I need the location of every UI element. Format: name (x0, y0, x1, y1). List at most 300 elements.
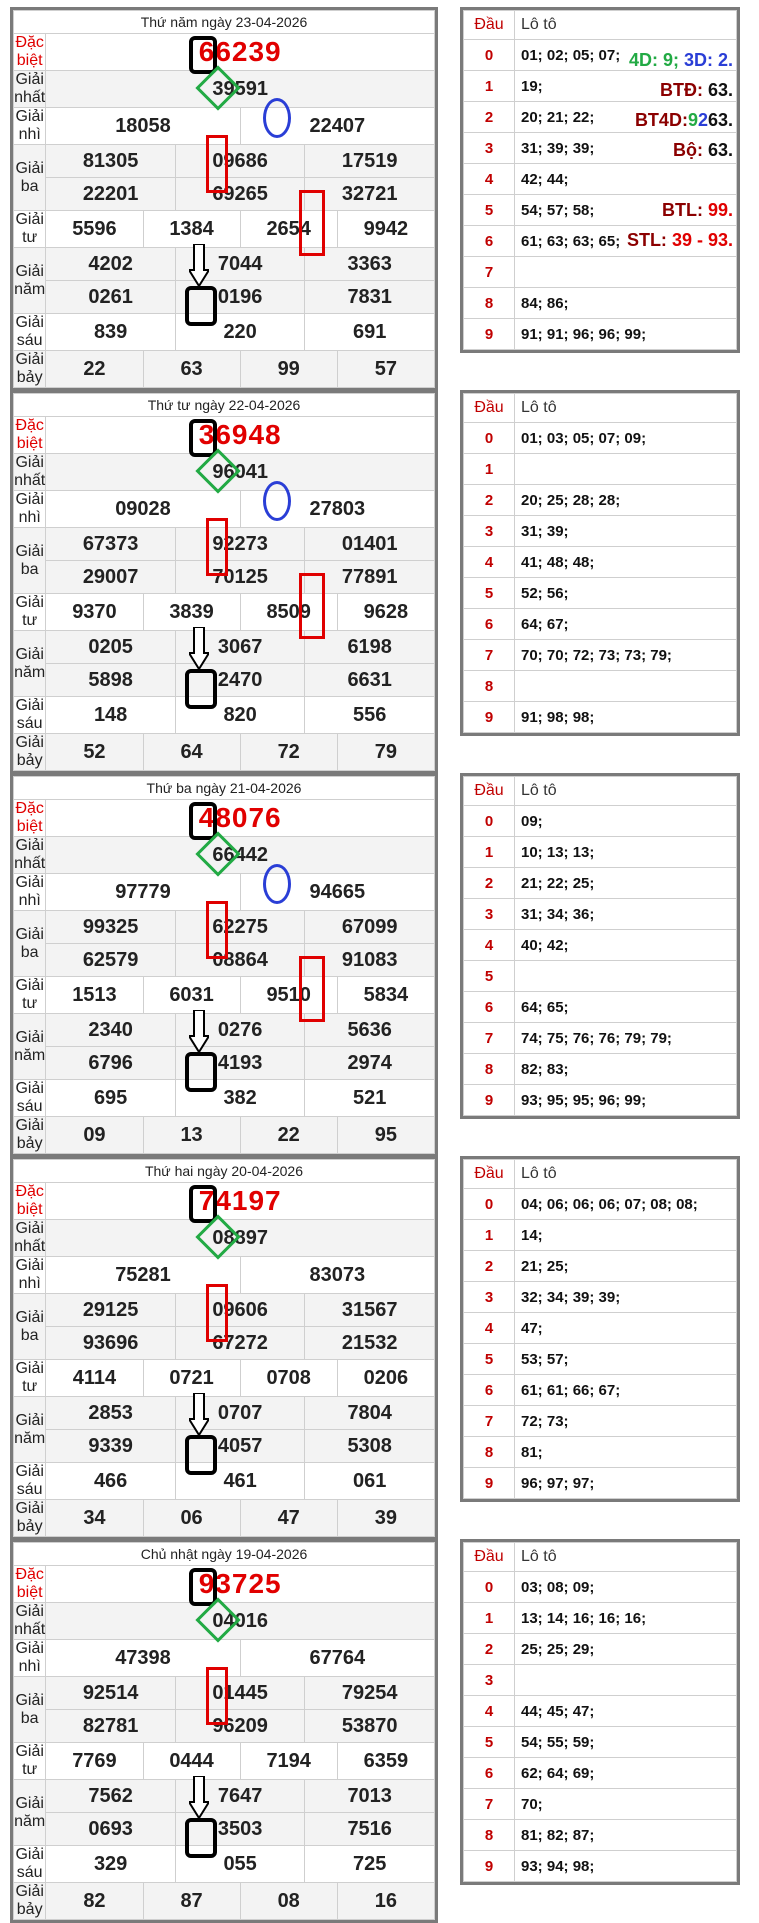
fourth-prize: 8509 (240, 594, 337, 631)
fourth-prize: 9942 (337, 211, 434, 248)
loto-head: 9 (464, 702, 515, 733)
loto-values: 91; 98; 98; (515, 702, 737, 733)
loto-values: 54; 57; 58; (515, 195, 737, 226)
loto-head: 6 (464, 226, 515, 257)
third-prize: 67099 (305, 911, 435, 944)
label-seventh: Giải bảy (15, 1883, 44, 1918)
loto-head: 7 (464, 640, 515, 671)
fifth-prize: 7516 (305, 1813, 435, 1846)
loto-values: 32; 34; 39; 39; (515, 1282, 737, 1313)
third-prize: 29125 (46, 1294, 176, 1327)
loto-head: 9 (464, 1085, 515, 1116)
loto-values: 31; 34; 36; (515, 899, 737, 930)
loto-values: 09; (515, 806, 737, 837)
loto-head: 3 (464, 1665, 515, 1696)
sixth-prize: 521 (305, 1080, 435, 1117)
loto-head: 9 (464, 319, 515, 350)
third-prize: 70125 (175, 561, 305, 594)
loto-values: 21; 22; 25; (515, 868, 737, 899)
second-prize: 27803 (240, 491, 434, 528)
fourth-prize: 7194 (240, 1743, 337, 1780)
seventh-prize: 09 (46, 1117, 143, 1154)
sixth-prize: 329 (46, 1846, 176, 1883)
loto-values: 01; 02; 05; 07; (515, 40, 737, 71)
loto-values: 01; 03; 05; 07; 09; (515, 423, 737, 454)
results-table (10, 773, 438, 1157)
loto-values: 25; 25; 29; (515, 1634, 737, 1665)
third-prize: 99325 (46, 911, 176, 944)
loto-values: 13; 14; 16; 16; 16; (515, 1603, 737, 1634)
seventh-prize: 57 (337, 351, 434, 388)
loto-head: 0 (464, 1572, 515, 1603)
loto-table (460, 1156, 740, 1502)
third-prize: 08864 (175, 944, 305, 977)
seventh-prize: 16 (337, 1883, 434, 1920)
loto-values: 21; 25; (515, 1251, 737, 1282)
loto-head: 1 (464, 1603, 515, 1634)
third-prize: 96209 (175, 1710, 305, 1743)
fourth-prize: 6359 (337, 1743, 434, 1780)
label-fifth: Giải năm (14, 1014, 46, 1080)
label-sixth: Giải sáu (15, 697, 44, 732)
first-prize: 08897 (46, 1220, 435, 1257)
second-prize: 97779 (46, 874, 240, 911)
fifth-prize: 6631 (305, 664, 435, 697)
loto-head: 2 (464, 1251, 515, 1282)
sixth-prize: 820 (175, 697, 305, 734)
label-seventh: Giải bảy (15, 1117, 44, 1152)
sixth-prize: 148 (46, 697, 176, 734)
fourth-prize: 9628 (337, 594, 434, 631)
loto-head: 6 (464, 1375, 515, 1406)
label-third: Giải ba (14, 911, 46, 977)
label-first: Giải nhất (14, 71, 46, 106)
third-prize: 77891 (305, 561, 435, 594)
loto-values: 70; 70; 72; 73; 73; 79; (515, 640, 737, 671)
label-special: Đặc biệt (15, 417, 44, 452)
second-prize: 67764 (240, 1640, 434, 1677)
seventh-prize: 63 (143, 351, 240, 388)
loto-table (460, 390, 740, 736)
loto-header: Lô tô (515, 1160, 737, 1189)
label-third: Giải ba (14, 528, 46, 594)
seventh-prize: 34 (46, 1500, 143, 1537)
third-prize: 09686 (175, 145, 305, 178)
label-fifth: Giải năm (14, 631, 46, 697)
fifth-prize: 4057 (175, 1430, 305, 1463)
loto-values: 74; 75; 76; 76; 79; 79; (515, 1023, 737, 1054)
fourth-prize: 4114 (46, 1360, 143, 1397)
loto-head: 6 (464, 609, 515, 640)
label-special: Đặc biệt (15, 1183, 44, 1218)
fifth-prize: 0196 (175, 281, 305, 314)
loto-values: 81; (515, 1437, 737, 1468)
day-block (0, 1532, 759, 1922)
third-prize: 92273 (175, 528, 305, 561)
loto-head: 6 (464, 992, 515, 1023)
loto-values: 91; 91; 96; 96; 99; (515, 319, 737, 350)
third-prize: 81305 (46, 145, 176, 178)
dau-header: Đầu (464, 1543, 515, 1572)
label-fifth: Giải năm (14, 1780, 46, 1846)
third-prize: 62579 (46, 944, 176, 977)
loto-values: 54; 55; 59; (515, 1727, 737, 1758)
results-table (10, 7, 438, 391)
fifth-prize: 7804 (305, 1397, 435, 1430)
loto-head: 0 (464, 423, 515, 454)
label-seventh: Giải bảy (15, 1500, 44, 1535)
loto-head: 7 (464, 1406, 515, 1437)
loto-head: 1 (464, 837, 515, 868)
sixth-prize: 725 (305, 1846, 435, 1883)
second-prize: 75281 (46, 1257, 240, 1294)
note-bo: Bộ: 63. (672, 140, 733, 160)
loto-values (515, 454, 737, 485)
loto-head: 2 (464, 102, 515, 133)
loto-head: 5 (464, 961, 515, 992)
fifth-prize: 4193 (175, 1047, 305, 1080)
draw-date: Thứ tư ngày 22-04-2026 (14, 394, 435, 417)
fifth-prize: 0693 (46, 1813, 176, 1846)
third-prize: 93696 (46, 1327, 176, 1360)
second-prize: 18058 (46, 108, 240, 145)
fifth-prize: 7647 (175, 1780, 305, 1813)
third-prize: 21532 (305, 1327, 435, 1360)
dau-header: Đầu (464, 1160, 515, 1189)
seventh-prize: 22 (46, 351, 143, 388)
dau-header: Đầu (464, 11, 515, 40)
sixth-prize: 061 (305, 1463, 435, 1500)
label-second: Giải nhì (15, 491, 44, 526)
loto-head: 4 (464, 1313, 515, 1344)
fifth-prize: 2340 (46, 1014, 176, 1047)
results-table (10, 1156, 438, 1540)
fifth-prize: 6796 (46, 1047, 176, 1080)
fifth-prize: 9339 (46, 1430, 176, 1463)
sixth-prize: 220 (175, 314, 305, 351)
note-stl: STL: 39 - 93. (626, 230, 733, 250)
loto-head: 7 (464, 1789, 515, 1820)
label-sixth: Giải sáu (15, 1846, 44, 1881)
seventh-prize: 82 (46, 1883, 143, 1920)
loto-head: 4 (464, 930, 515, 961)
fourth-prize: 0708 (240, 1360, 337, 1397)
label-sixth: Giải sáu (15, 1463, 44, 1498)
day-block (0, 766, 759, 1156)
loto-values: 81; 82; 87; (515, 1820, 737, 1851)
third-prize: 17519 (305, 145, 435, 178)
third-prize: 79254 (305, 1677, 435, 1710)
label-first: Giải nhất (14, 1220, 46, 1255)
label-fourth: Giải tư (15, 211, 44, 246)
third-prize: 01401 (305, 528, 435, 561)
loto-head: 3 (464, 899, 515, 930)
loto-values: 64; 65; (515, 992, 737, 1023)
third-prize: 09606 (175, 1294, 305, 1327)
fifth-prize: 3503 (175, 1813, 305, 1846)
loto-head: 4 (464, 547, 515, 578)
loto-values: 20; 25; 28; 28; (515, 485, 737, 516)
fifth-prize: 2853 (46, 1397, 176, 1430)
fourth-prize: 1513 (46, 977, 143, 1014)
loto-values: 41; 48; 48; (515, 547, 737, 578)
loto-head: 3 (464, 516, 515, 547)
loto-head: 9 (464, 1851, 515, 1882)
fourth-prize: 5834 (337, 977, 434, 1014)
fifth-prize: 3363 (305, 248, 435, 281)
loto-values: 70; (515, 1789, 737, 1820)
label-fourth: Giải tư (15, 594, 44, 629)
loto-head: 3 (464, 133, 515, 164)
dau-header: Đầu (464, 394, 515, 423)
seventh-prize: 39 (337, 1500, 434, 1537)
seventh-prize: 52 (46, 734, 143, 771)
fifth-prize: 0276 (175, 1014, 305, 1047)
loto-head: 4 (464, 164, 515, 195)
first-prize: 96041 (46, 454, 435, 491)
loto-values: 93; 94; 98; (515, 1851, 737, 1882)
fourth-prize: 0721 (143, 1360, 240, 1397)
label-second: Giải nhì (15, 1257, 44, 1292)
label-special: Đặc biệt (15, 1566, 44, 1601)
loto-values: 96; 97; 97; (515, 1468, 737, 1499)
label-third: Giải ba (14, 145, 46, 211)
label-first: Giải nhất (14, 837, 46, 872)
loto-head: 1 (464, 1220, 515, 1251)
loto-values: 31; 39; 39; (515, 133, 737, 164)
day-block (0, 0, 759, 390)
seventh-prize: 47 (240, 1500, 337, 1537)
loto-head: 6 (464, 1758, 515, 1789)
loto-values: 20; 21; 22; (515, 102, 737, 133)
second-prize: 47398 (46, 1640, 240, 1677)
day-block (0, 1149, 759, 1539)
seventh-prize: 06 (143, 1500, 240, 1537)
sixth-prize: 839 (46, 314, 176, 351)
loto-values: 42; 44; (515, 164, 737, 195)
sixth-prize: 466 (46, 1463, 176, 1500)
first-prize: 66442 (46, 837, 435, 874)
note-4d-3d: 4D: 9; 3D: 2. (628, 50, 733, 70)
special-prize: 74197 (46, 1183, 435, 1220)
fifth-prize: 7562 (46, 1780, 176, 1813)
loto-values: 44; 45; 47; (515, 1696, 737, 1727)
fifth-prize: 7013 (305, 1780, 435, 1813)
loto-head: 5 (464, 1727, 515, 1758)
seventh-prize: 72 (240, 734, 337, 771)
fifth-prize: 6198 (305, 631, 435, 664)
loto-values: 64; 67; (515, 609, 737, 640)
first-prize: 39591 (46, 71, 435, 108)
label-fifth: Giải năm (14, 1397, 46, 1463)
loto-values: 04; 06; 06; 06; 07; 08; 08; (515, 1189, 737, 1220)
third-prize: 69265 (175, 178, 305, 211)
fourth-prize: 2654 (240, 211, 337, 248)
sixth-prize: 695 (46, 1080, 176, 1117)
third-prize: 62275 (175, 911, 305, 944)
sixth-prize: 691 (305, 314, 435, 351)
loto-values: 40; 42; (515, 930, 737, 961)
label-sixth: Giải sáu (15, 314, 44, 349)
loto-values: 03; 08; 09; (515, 1572, 737, 1603)
loto-values: 61; 61; 66; 67; (515, 1375, 737, 1406)
loto-values: 62; 64; 69; (515, 1758, 737, 1789)
loto-head: 3 (464, 1282, 515, 1313)
loto-values: 10; 13; 13; (515, 837, 737, 868)
loto-values: 61; 63; 63; 65; (515, 226, 737, 257)
loto-values: 72; 73; (515, 1406, 737, 1437)
third-prize: 91083 (305, 944, 435, 977)
special-prize: 48076 (46, 800, 435, 837)
loto-table (460, 773, 740, 1119)
loto-values (515, 1665, 737, 1696)
loto-values: 19; (515, 71, 737, 102)
second-prize: 83073 (240, 1257, 434, 1294)
third-prize: 67373 (46, 528, 176, 561)
second-prize: 22407 (240, 108, 434, 145)
seventh-prize: 95 (337, 1117, 434, 1154)
fourth-prize: 6031 (143, 977, 240, 1014)
loto-head: 7 (464, 257, 515, 288)
draw-date: Thứ hai ngày 20-04-2026 (14, 1160, 435, 1183)
loto-values: 14; (515, 1220, 737, 1251)
loto-head: 2 (464, 485, 515, 516)
loto-head: 5 (464, 1344, 515, 1375)
special-prize: 66239 (46, 34, 435, 71)
label-fourth: Giải tư (15, 977, 44, 1012)
fifth-prize: 2470 (175, 664, 305, 697)
seventh-prize: 08 (240, 1883, 337, 1920)
seventh-prize: 64 (143, 734, 240, 771)
draw-date: Thứ năm ngày 23-04-2026 (14, 11, 435, 34)
third-prize: 22201 (46, 178, 176, 211)
note-btd: BTĐ: 63. (659, 80, 733, 100)
loto-header: Lô tô (515, 777, 737, 806)
loto-head: 0 (464, 806, 515, 837)
seventh-prize: 22 (240, 1117, 337, 1154)
dau-header: Đầu (464, 777, 515, 806)
sixth-prize: 556 (305, 697, 435, 734)
third-prize: 32721 (305, 178, 435, 211)
results-table (10, 1539, 438, 1923)
label-special: Đặc biệt (15, 34, 44, 69)
loto-table (460, 1539, 740, 1885)
loto-head: 5 (464, 578, 515, 609)
fourth-prize: 9510 (240, 977, 337, 1014)
loto-values (515, 671, 737, 702)
seventh-prize: 13 (143, 1117, 240, 1154)
day-block (0, 383, 759, 773)
loto-values: 93; 95; 95; 96; 99; (515, 1085, 737, 1116)
label-fourth: Giải tư (15, 1743, 44, 1778)
draw-date: Thứ ba ngày 21-04-2026 (14, 777, 435, 800)
loto-header: Lô tô (515, 11, 737, 40)
loto-head: 4 (464, 1696, 515, 1727)
loto-head: 8 (464, 288, 515, 319)
fourth-prize: 9370 (46, 594, 143, 631)
sixth-prize: 055 (175, 1846, 305, 1883)
label-third: Giải ba (14, 1294, 46, 1360)
third-prize: 67272 (175, 1327, 305, 1360)
special-prize: 36948 (46, 417, 435, 454)
fifth-prize: 5898 (46, 664, 176, 697)
third-prize: 31567 (305, 1294, 435, 1327)
loto-values: 82; 83; (515, 1054, 737, 1085)
loto-head: 5 (464, 195, 515, 226)
label-second: Giải nhì (15, 874, 44, 909)
loto-head: 8 (464, 1820, 515, 1851)
loto-head: 1 (464, 71, 515, 102)
draw-date: Chủ nhật ngày 19-04-2026 (14, 1543, 435, 1566)
label-sixth: Giải sáu (15, 1080, 44, 1115)
label-fourth: Giải tư (15, 1360, 44, 1395)
sixth-prize: 461 (175, 1463, 305, 1500)
loto-values: 53; 57; (515, 1344, 737, 1375)
first-prize: 04016 (46, 1603, 435, 1640)
fourth-prize: 3839 (143, 594, 240, 631)
loto-head: 7 (464, 1023, 515, 1054)
loto-head: 8 (464, 1054, 515, 1085)
fifth-prize: 7831 (305, 281, 435, 314)
second-prize: 09028 (46, 491, 240, 528)
label-first: Giải nhất (14, 454, 46, 489)
sixth-prize: 382 (175, 1080, 305, 1117)
results-table (10, 390, 438, 774)
fourth-prize: 0444 (143, 1743, 240, 1780)
loto-header: Lô tô (515, 394, 737, 423)
third-prize: 82781 (46, 1710, 176, 1743)
fifth-prize: 2974 (305, 1047, 435, 1080)
fifth-prize: 5308 (305, 1430, 435, 1463)
loto-head: 8 (464, 671, 515, 702)
third-prize: 53870 (305, 1710, 435, 1743)
label-second: Giải nhì (15, 1640, 44, 1675)
label-seventh: Giải bảy (15, 734, 44, 769)
fifth-prize: 3067 (175, 631, 305, 664)
fifth-prize: 0261 (46, 281, 176, 314)
third-prize: 29007 (46, 561, 176, 594)
fourth-prize: 0206 (337, 1360, 434, 1397)
third-prize: 01445 (175, 1677, 305, 1710)
second-prize: 94665 (240, 874, 434, 911)
third-prize: 92514 (46, 1677, 176, 1710)
loto-head: 0 (464, 1189, 515, 1220)
note-bt4d: BT4D:9263. (634, 110, 733, 130)
loto-table (460, 7, 740, 353)
label-seventh: Giải bảy (15, 351, 44, 386)
fifth-prize: 0707 (175, 1397, 305, 1430)
loto-head: 9 (464, 1468, 515, 1499)
loto-values: 84; 86; (515, 288, 737, 319)
loto-values: 31; 39; (515, 516, 737, 547)
fifth-prize: 0205 (46, 631, 176, 664)
fourth-prize: 7769 (46, 1743, 143, 1780)
seventh-prize: 79 (337, 734, 434, 771)
label-fifth: Giải năm (14, 248, 46, 314)
seventh-prize: 87 (143, 1883, 240, 1920)
note-btl: BTL: 99. (661, 200, 733, 220)
label-special: Đặc biệt (15, 800, 44, 835)
fifth-prize: 5636 (305, 1014, 435, 1047)
label-second: Giải nhì (15, 108, 44, 143)
fourth-prize: 1384 (143, 211, 240, 248)
label-third: Giải ba (14, 1677, 46, 1743)
fifth-prize: 7044 (175, 248, 305, 281)
loto-values: 52; 56; (515, 578, 737, 609)
loto-head: 2 (464, 868, 515, 899)
seventh-prize: 99 (240, 351, 337, 388)
loto-values (515, 961, 737, 992)
